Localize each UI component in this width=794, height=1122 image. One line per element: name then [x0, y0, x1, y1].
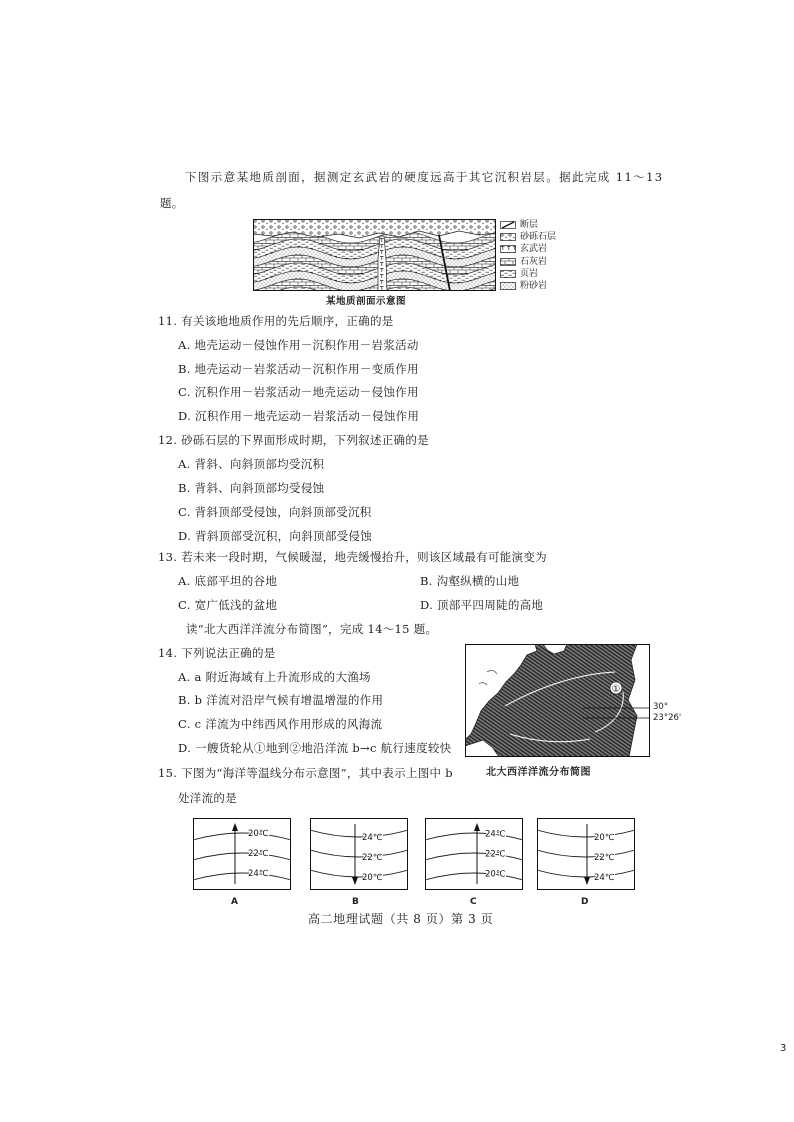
isotherm-label: 20℃	[248, 829, 269, 840]
legend-label: 粉砂岩	[520, 280, 548, 291]
isotherm-label: 24℃	[485, 829, 506, 840]
question-12-stem: 12. 砂砾石层的下界面形成时期，下列叙述正确的是	[158, 433, 429, 447]
isotherm-label: 24℃	[594, 872, 615, 883]
gravel-pattern-icon	[500, 233, 516, 241]
isotherm-diagram	[310, 818, 408, 890]
isotherm-diagram	[193, 818, 291, 890]
isotherm-label: 22℃	[594, 852, 615, 863]
isotherm-panel-a	[193, 818, 291, 890]
isotherm-diagram	[425, 818, 523, 890]
question-11-option-a: A. 地壳运动－侵蚀作用－沉积作用－岩浆活动	[178, 338, 419, 352]
section-legend	[500, 219, 584, 292]
siltstone-pattern-icon	[500, 282, 516, 290]
isotherm-panel-c	[425, 818, 523, 890]
shale-pattern-icon	[500, 270, 516, 278]
isotherm-label: 20℃	[362, 872, 383, 883]
isotherm-label: 24℃	[362, 832, 383, 843]
panel-letter-d: D	[581, 897, 589, 907]
latitude-label-30: 30°	[653, 702, 669, 712]
isotherm-label: 20℃	[485, 869, 506, 880]
legend-item-basalt	[500, 243, 584, 255]
question-11-stem: 11. 有关该地地质作用的先后顺序，正确的是	[158, 314, 394, 328]
question-11-option-d: D. 沉积作用－地壳运动－岩浆活动－侵蚀作用	[178, 409, 420, 423]
isotherm-label: 22℃	[362, 852, 383, 863]
question-13-option-b: B. 沟壑纵横的山地	[420, 574, 520, 588]
panel-frame	[194, 819, 291, 890]
isotherm-diagram	[537, 818, 635, 890]
isotherm-label: 22℃	[248, 849, 269, 860]
panel-letter-b: B	[352, 897, 359, 907]
legend-label: 断层	[520, 220, 539, 230]
page-number: 3	[780, 1043, 787, 1054]
question-15-stem-continued: 处洋流的是	[178, 791, 237, 805]
question-14-stem: 14. 下列说法正确的是	[158, 646, 276, 660]
question-12-option-c: C. 背斜顶部受侵蚀，向斜顶部受沉积	[178, 505, 372, 519]
question-13-stem: 13. 若未来一段时期，气候暖湿，地壳缓慢抬升，则该区域最有可能演变为	[158, 550, 547, 564]
question-14-option-d: D. 一艘货轮从①地到②地沿洋流 b→c 航行速度较快	[178, 741, 452, 755]
north-atlantic-current-map	[465, 644, 650, 757]
question-14-option-b: B. b 洋流对沿岸气候有增温增湿的作用	[178, 693, 384, 707]
legend-item-siltstone	[500, 280, 584, 292]
isotherm-label: 20℃	[594, 832, 615, 843]
isotherm-panel-d	[537, 818, 635, 890]
limestone-pattern-icon	[500, 258, 516, 266]
legend-label: 页岩	[520, 268, 539, 279]
intro-text-continued: 题。	[160, 196, 184, 210]
fault-symbol-icon	[500, 221, 516, 229]
basalt-pattern-icon	[500, 245, 516, 253]
legend-item-gravel	[500, 231, 584, 243]
geological-section-diagram	[253, 219, 496, 291]
question-11-option-c: C. 沉积作用－岩浆活动－地壳运动－侵蚀作用	[178, 385, 419, 399]
question-11-option-b: B. 地壳运动－岩浆活动－沉积作用－变质作用	[178, 362, 419, 376]
question-12-option-b: B. 背斜、向斜顶部均受侵蚀	[178, 481, 325, 495]
legend-label: 石灰岩	[520, 256, 548, 267]
isotherm-label: 24℃	[248, 869, 269, 880]
question-12-option-d: D. 背斜顶部受沉积，向斜顶部受侵蚀	[178, 529, 373, 543]
question-13-option-c: C. 宽广低浅的盆地	[178, 598, 278, 612]
latitude-label-tropic: 23°26'	[653, 713, 682, 723]
question-12-option-a: A. 背斜、向斜顶部均受沉积	[178, 457, 325, 471]
isotherm-label: 22℃	[485, 849, 506, 860]
map-caption: 北大西洋洋流分布简图	[486, 767, 591, 778]
location-marker-1: ①	[611, 684, 621, 695]
panel-frame	[426, 819, 523, 890]
legend-label: 玄武岩	[520, 244, 548, 255]
reading-prompt: 读“北大西洋洋流分布简图”，完成 14～15 题。	[186, 622, 438, 636]
legend-item-limestone	[500, 256, 584, 268]
question-14-option-c: C. c 洋流为中纬西风作用形成的风海流	[178, 717, 383, 731]
page-footer: 高二地理试题（共 8 页）第 3 页	[308, 912, 494, 926]
legend-label: 砂砾石层	[520, 232, 557, 243]
panel-letter-a: A	[231, 897, 238, 907]
question-13-option-d: D. 顶部平四周陡的高地	[420, 598, 544, 612]
folded-strata	[253, 231, 496, 291]
question-14-option-a: A. a 附近海域有上升流形成的大渔场	[178, 670, 371, 684]
question-15-stem: 15. 下图为“海洋等温线分布示意图”，其中表示上图中 b	[158, 766, 453, 780]
section-caption: 某地质剖面示意图	[326, 296, 407, 307]
question-13-option-a: A. 底部平坦的谷地	[178, 574, 278, 588]
intro-text: 下图示意某地质剖面，据测定玄武岩的硬度远高于其它沉积岩层。据此完成 11～13	[185, 170, 664, 184]
legend-item-shale	[500, 268, 584, 280]
panel-letter-c: C	[470, 897, 477, 907]
isotherm-panel-b	[310, 818, 408, 890]
legend-item-fault	[500, 219, 584, 231]
